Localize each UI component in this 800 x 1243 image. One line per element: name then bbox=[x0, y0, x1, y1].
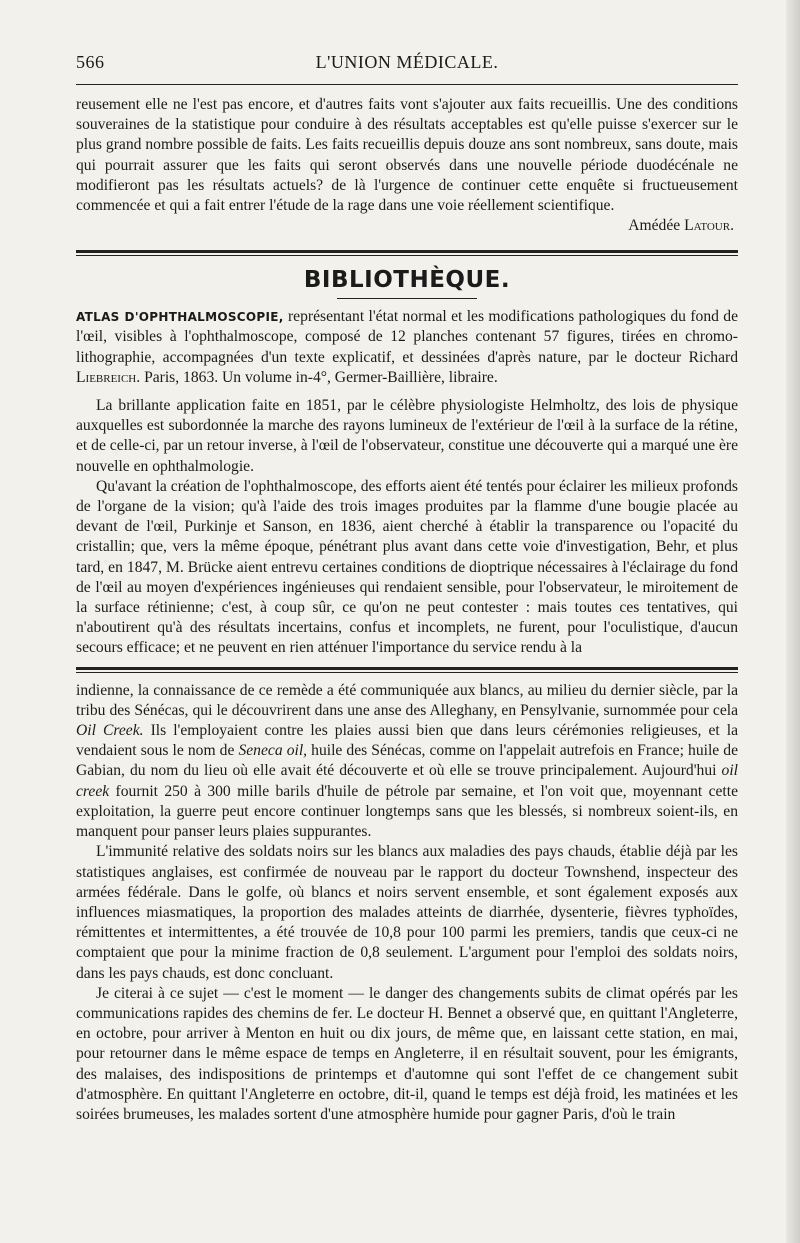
feuilleton-paragraph-3: Je citerai à ce sujet — c'est le moment — le danger des changements subits de climat opérés par les communications rapides des chemins de fer. Le docteur H. Bennet a observé que, en quittant l'Angleterre, en octobre, pour arriver à Menton en huit ou dix jours, de même que, en laissant cette station, en mai, pour retourner dans le même espace de temps en Angleterre, il en résultait souvent, pour les émigrants, des malaises, des indispositions de printemps et d'automne qui sont l'effet de ce changement subit d'atmosphère. En quittant l'Angleterre en octobre, dit-il, quand le temps est déjà froid, les matinées et les soirées brumeuses, les malades sortent d'une atmosphère humide pour gagner Paris, d'où le train bbox=[76, 984, 738, 1123]
entry-description: représentant l'état normal et les modifications pathologiques du fond de l'œil, visibles à l'ophthalmoscope, composé de 12 planches contenant 57 figures, tirées en chromo-lithographie, accompagnées d'un texte explicatif, et dessinées d'après nature, par le docteur Richard bbox=[76, 308, 738, 366]
article-paragraph-1: La brillante application faite en 1851, par le célèbre physiologiste Helmholtz, des lois de physique auxquelles est subordonnée la marche des rayons lumineux de l'extérieur de l'œil à la surface de la rétine, et de celle-ci, par un retour inverse, à l'œil de l'observateur, constitue une découverte qui a marqué une ère nouvelle en ophthalmologie. bbox=[76, 397, 738, 475]
feuilleton-paragraph-1 bbox=[76, 681, 738, 843]
signature-first-name: Amédée bbox=[628, 217, 681, 235]
bibliography-entry bbox=[76, 307, 738, 388]
feuilleton-italic: Oil Creek. bbox=[76, 722, 144, 740]
running-head bbox=[76, 46, 738, 78]
signature-last-name: Latour. bbox=[684, 217, 734, 235]
intro-paragraph: reusement elle ne l'est pas encore, et d'autres faits vont s'ajouter aux faits recueillis. Une des conditions souveraines de la statistique pour conduire à des résultats acceptables est qu'elle puisse s'exercer sur le plus grand nombre possible de faits. Les faits recueillis depuis douze ans sont nombreux, sans doute, mais qui pourrait assurer que les faits qui seront observés dans une nouvelle période duodécénale ne modifieront pas les résultats actuels? de là l'urgence de continuer cette enquête si fructueusement commencée et qui a fait entrer l'étude de la rage dans une voie réellement scientifique. bbox=[76, 96, 738, 215]
feuilleton-text: fournit 250 à 300 mille barils d'huile de pétrole par semaine, et l'on voit que, moyennant cette exploitation, la guerre peut encore continuer longtemps sans que les blessés, si nombreux soient-ils, en manquent pour panser leurs plaies suppurantes. bbox=[76, 782, 738, 841]
feuilleton-italic: oil creek bbox=[76, 762, 739, 800]
page-number: 566 bbox=[76, 52, 105, 72]
author-signature bbox=[76, 216, 738, 236]
heading-underline bbox=[337, 298, 477, 299]
feuilleton-italic: Seneca oil, bbox=[238, 742, 308, 760]
section-rule-top bbox=[76, 250, 738, 256]
feuilleton-text: huile des Sénécas, comme on l'appelait autrefois en France; huile de Gabian, du nom du lieu où elle avait été découverte et où elle se trouve principalement. Aujourd'hui bbox=[76, 742, 739, 780]
journal-title: L'UNION MÉDICALE. bbox=[315, 52, 499, 72]
feuilleton-text: Ils l'employaient contre les plaies aussi bien que dans leurs cérémonies religieuses, et la vendaient sous le nom de bbox=[76, 722, 738, 760]
entry-author: Liebreich. bbox=[76, 368, 141, 386]
section-heading: BIBLIOTHÈQUE. bbox=[303, 267, 511, 294]
article-paragraph-2: Qu'avant la création de l'ophthalmoscope, des efforts aient été tentés pour éclairer les milieux profonds de l'organe de la vision; qu'à l'aide des trois images produites par la flamme d'une bougie placée au devant de l'œil, Purkinje et Sanson, en 1836, aient cherché à établir la transparence ou l'opacité du cristallin; que, vers la même époque, pénétrant plus avant dans cette voie d'investigation, Behr, et plus tard, en 1847, M. Brücke aient entrevu certaines conditions de dioptrique nécessaires à l'éclairage du fond de l'œil au moyen d'expériences ingénieuses qui rendaient sensible, pour l'observateur, le miroitement de la surface rétinienne; c'est, à coup sûr, ce qu'on ne peut contester : mais toutes ces tentatives, qui n'aboutirent qu'à des résultats incertains, confus et incomplets, ne furent, pour l'oculistique, d'aucun secours efficace; et ne peuvent en rien atténuer l'importance du service rendu à la bbox=[76, 477, 738, 657]
feuilleton-text: indienne, la connaissance de ce remède a été communiquée aux blancs, au milieu du dernier siècle, par la tribu des Sénécas, qui le découvrirent dans une anse des Alleghany, en Pensylvanie, surnommée pour cela bbox=[76, 681, 738, 719]
entry-title: ATLAS D'OPHTHALMOSCOPIE, bbox=[76, 310, 284, 325]
page-edge-shadow bbox=[786, 0, 800, 1243]
entry-publication: Paris, 1863. Un volume in-4°, Germer-Baillière, libraire. bbox=[144, 368, 498, 386]
feuilleton-paragraph-2: L'immunité relative des soldats noirs sur les blancs aux maladies des pays chauds, établie déjà par les statistiques anglaises, est confirmée de nouveau par le rapport du docteur Townshend, inspecteur des armées fédérale. Dans le golfe, où blancs et noirs servent ensemble, et sont également exposés aux influences miasmatiques, la proportion des malades atteints de diarrhée, dysenterie, fièvres typhoïdes, rémittentes et intermittentes, a été trouvée de 10,8 pour 100 parmi les premiers, tandis que ceux-ci ne comptaient que pour la minime fraction de 0,8 seulement. L'argument pour l'emploi des soldats noirs, dans les pays chauds, est donc concluant. bbox=[76, 843, 738, 982]
